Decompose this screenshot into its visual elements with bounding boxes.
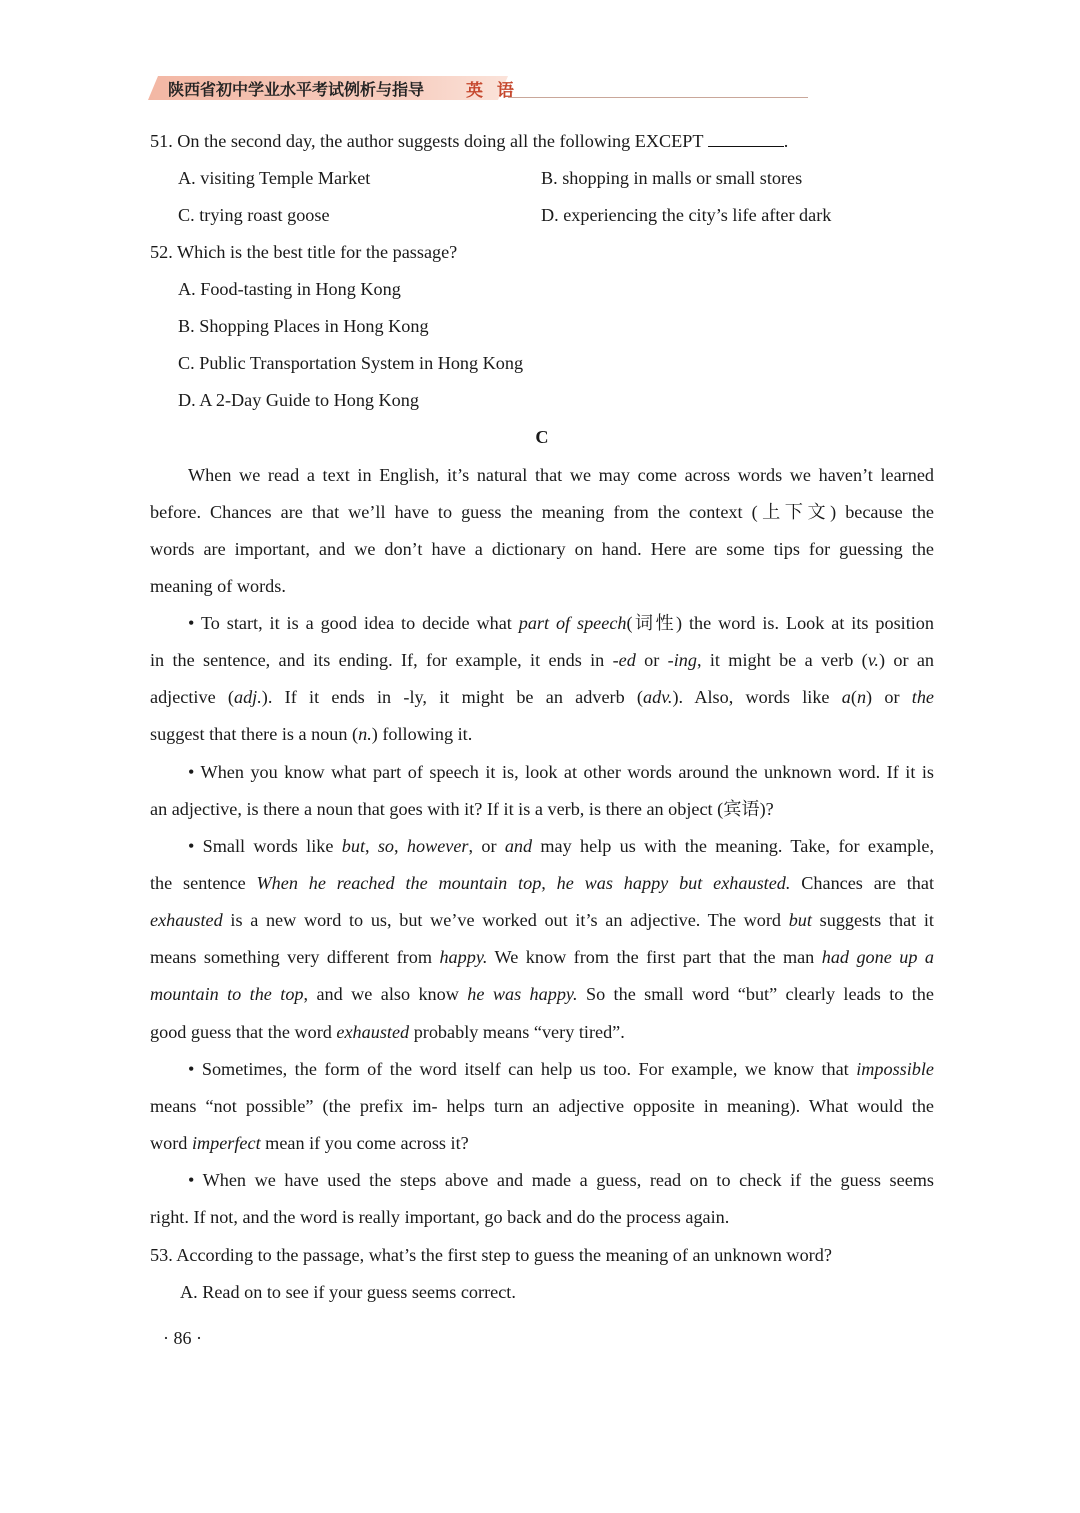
passage-line: words are important, and we don’t have a dictionary on hand. Here are some tips for guessing the: [150, 539, 934, 559]
header-subject: 英 语: [466, 81, 518, 101]
q52-option-d: D. A 2-Day Guide to Hong Kong: [178, 390, 419, 410]
passage-line: the sentence When he reached the mountain top, he was happy but exhausted. Chances are that: [150, 873, 935, 893]
passage-line: suggest that there is a noun (n.) following it.: [150, 724, 473, 744]
passage-line: • Sometimes, the form of the word itself can help us too. For example, we know that impossible: [188, 1059, 934, 1079]
passage-line: exhausted is a new word to us, but we’ve worked out it’s an adjective. The word but suggests that it: [150, 910, 934, 930]
passage-line: meaning of words.: [150, 576, 286, 596]
q52-stem: 52. Which is the best title for the passage?: [150, 242, 458, 262]
passage-line: mountain to the top, and we also know he was happy. So the small word “but” clearly leads to the: [150, 984, 934, 1004]
passage-line: • When we have used the steps above and made a guess, read on to check if the guess seems: [188, 1170, 934, 1190]
passage-line: means “not possible” (the prefix im- helps turn an adjective opposite in meaning). What would the: [150, 1096, 934, 1116]
q52-option-c: C. Public Transportation System in Hong Kong: [178, 353, 524, 373]
q51-stem: 51. On the second day, the author suggests doing all the following EXCEPT .: [150, 131, 789, 151]
header-title: 陕西省初中学业水平考试例析与指导: [168, 80, 425, 99]
q51-option-a: A. visiting Temple Market: [178, 168, 371, 188]
q53-option-a: A. Read on to see if your guess seems correct.: [180, 1282, 516, 1302]
passage-line: right. If not, and the word is really important, go back and do the process again.: [150, 1207, 730, 1227]
q52-option-a: A. Food-tasting in Hong Kong: [178, 279, 401, 299]
q52-option-b: B. Shopping Places in Hong Kong: [178, 316, 429, 336]
passage-line: means something very different from happy. We know from the first part that the man had gone up a: [150, 947, 934, 967]
q53-stem: 53. According to the passage, what’s the first step to guess the meaning of an unknown word?: [150, 1245, 832, 1265]
page-number: · 86 ·: [163, 1328, 202, 1348]
passage-line: before. Chances are that we’ll have to guess the meaning from the context (上下文) because the: [150, 502, 934, 522]
passage-line: word imperfect mean if you come across it?: [150, 1133, 469, 1153]
passage-line: • Small words like but, so, however, or and may help us with the meaning. Take, for example,: [188, 836, 935, 856]
passage-line: in the sentence, and its ending. If, for example, it ends in -ed or -ing, it might be a verb (v.) or an: [150, 650, 935, 670]
answer-blank: [708, 132, 784, 147]
q51-option-c: C. trying roast goose: [178, 205, 330, 225]
section-heading: C: [535, 427, 549, 447]
passage-line: adjective (adj.). If it ends in -ly, it might be an adverb (adv.). Also, words like a(n) or the: [150, 687, 935, 707]
header-rule: [508, 97, 808, 98]
passage-line: an adjective, is there a noun that goes with it? If it is a verb, is there an object (宾语)?: [150, 799, 774, 819]
passage-line: good guess that the word exhausted probably means “very tired”.: [150, 1022, 625, 1042]
passage-line: When we read a text in English, it’s natural that we may come across words we haven’t learned: [188, 465, 934, 485]
passage-line: • To start, it is a good idea to decide what part of speech(词性) the word is. Look at its position: [188, 613, 934, 633]
q51-option-b: B. shopping in malls or small stores: [541, 168, 803, 188]
passage-line: • When you know what part of speech it is, look at other words around the unknown word. If it is: [188, 762, 934, 782]
running-header: [148, 72, 810, 102]
q51-option-d: D. experiencing the city’s life after dark: [541, 205, 832, 225]
